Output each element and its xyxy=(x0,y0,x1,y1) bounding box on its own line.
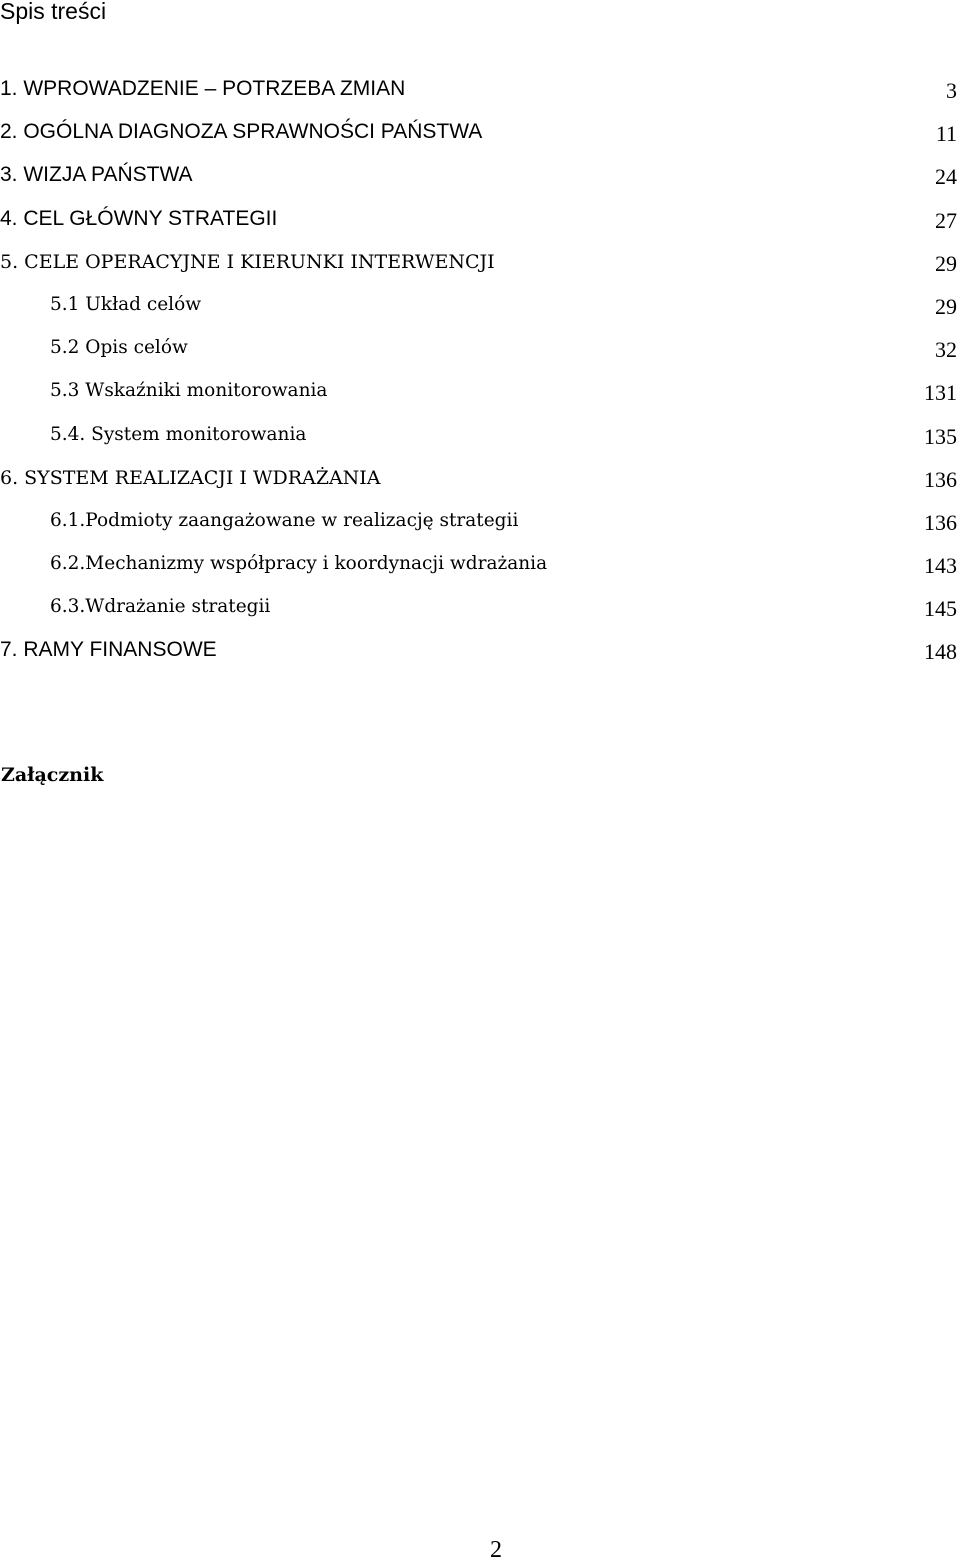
toc-entry-label: 3. WIZJA PAŃSTWA xyxy=(0,163,193,187)
toc-entry[interactable] xyxy=(0,549,960,592)
toc-entry[interactable] xyxy=(0,117,960,160)
toc-entry-page: 148 xyxy=(924,639,957,665)
toc-entry-page: 145 xyxy=(924,596,957,622)
toc-entry[interactable] xyxy=(0,635,960,678)
toc-entry-label: 2. OGÓLNA DIAGNOZA SPRAWNOŚCI PAŃSTWA xyxy=(0,120,483,144)
toc-entry-label: 6.2.Mechanizmy współpracy i koordynacji wdrażania xyxy=(50,553,548,575)
toc-entry-label: 6. SYSTEM REALIZACJI I WDRAŻANIA xyxy=(0,466,381,489)
toc-entry[interactable] xyxy=(0,463,960,506)
toc-entry-label: 1. WPROWADZENIE – POTRZEBA ZMIAN xyxy=(0,77,406,100)
page-title: Spis treści xyxy=(0,0,107,24)
toc-entry-page: 135 xyxy=(924,423,957,449)
table-of-contents xyxy=(0,74,960,679)
toc-entry[interactable] xyxy=(0,376,960,419)
toc-entry-page: 27 xyxy=(935,207,957,233)
toc-entry[interactable] xyxy=(0,204,960,247)
toc-entry-label: 4. CEL GŁÓWNY STRATEGII xyxy=(0,206,278,230)
toc-entry-label: 5. CELE OPERACYJNE I KIERUNKI INTERWENCJI xyxy=(0,250,495,273)
toc-entry-label: 5.3 Wskaźniki monitorowania xyxy=(50,380,328,402)
toc-entry-label: 6.1.Podmioty zaangażowane w realizację strategii xyxy=(50,509,519,531)
toc-entry-page: 32 xyxy=(935,337,957,363)
toc-entry-page: 136 xyxy=(924,466,957,492)
toc-entry-label: 7. RAMY FINANSOWE xyxy=(0,638,217,662)
toc-entry-label: 5.4. System monitorowania xyxy=(50,423,307,445)
toc-entry-page: 136 xyxy=(924,509,957,535)
toc-entry-label: 5.1 Układ celów xyxy=(50,293,202,315)
toc-entry-page: 11 xyxy=(935,121,957,147)
toc-entry[interactable] xyxy=(0,592,960,635)
toc-entry-page: 29 xyxy=(935,250,957,276)
toc-entry[interactable] xyxy=(0,290,960,333)
annex-heading: Załącznik xyxy=(1,764,104,786)
toc-entry-page: 29 xyxy=(935,293,957,319)
toc-entry-page: 131 xyxy=(924,380,957,406)
page-number: 2 xyxy=(490,1537,502,1563)
toc-entry-page: 24 xyxy=(935,164,957,190)
toc-entry-page: 143 xyxy=(924,553,957,579)
toc-entry-label: 6.3.Wdrażanie strategii xyxy=(50,596,271,618)
toc-entry-label: 5.2 Opis celów xyxy=(50,337,188,359)
toc-entry[interactable] xyxy=(0,160,960,203)
toc-entry-page: 3 xyxy=(946,78,957,103)
toc-entry[interactable] xyxy=(0,333,960,376)
toc-entry[interactable] xyxy=(0,506,960,549)
toc-entry[interactable] xyxy=(0,247,960,290)
toc-entry[interactable] xyxy=(0,74,960,117)
toc-entry[interactable] xyxy=(0,420,960,463)
